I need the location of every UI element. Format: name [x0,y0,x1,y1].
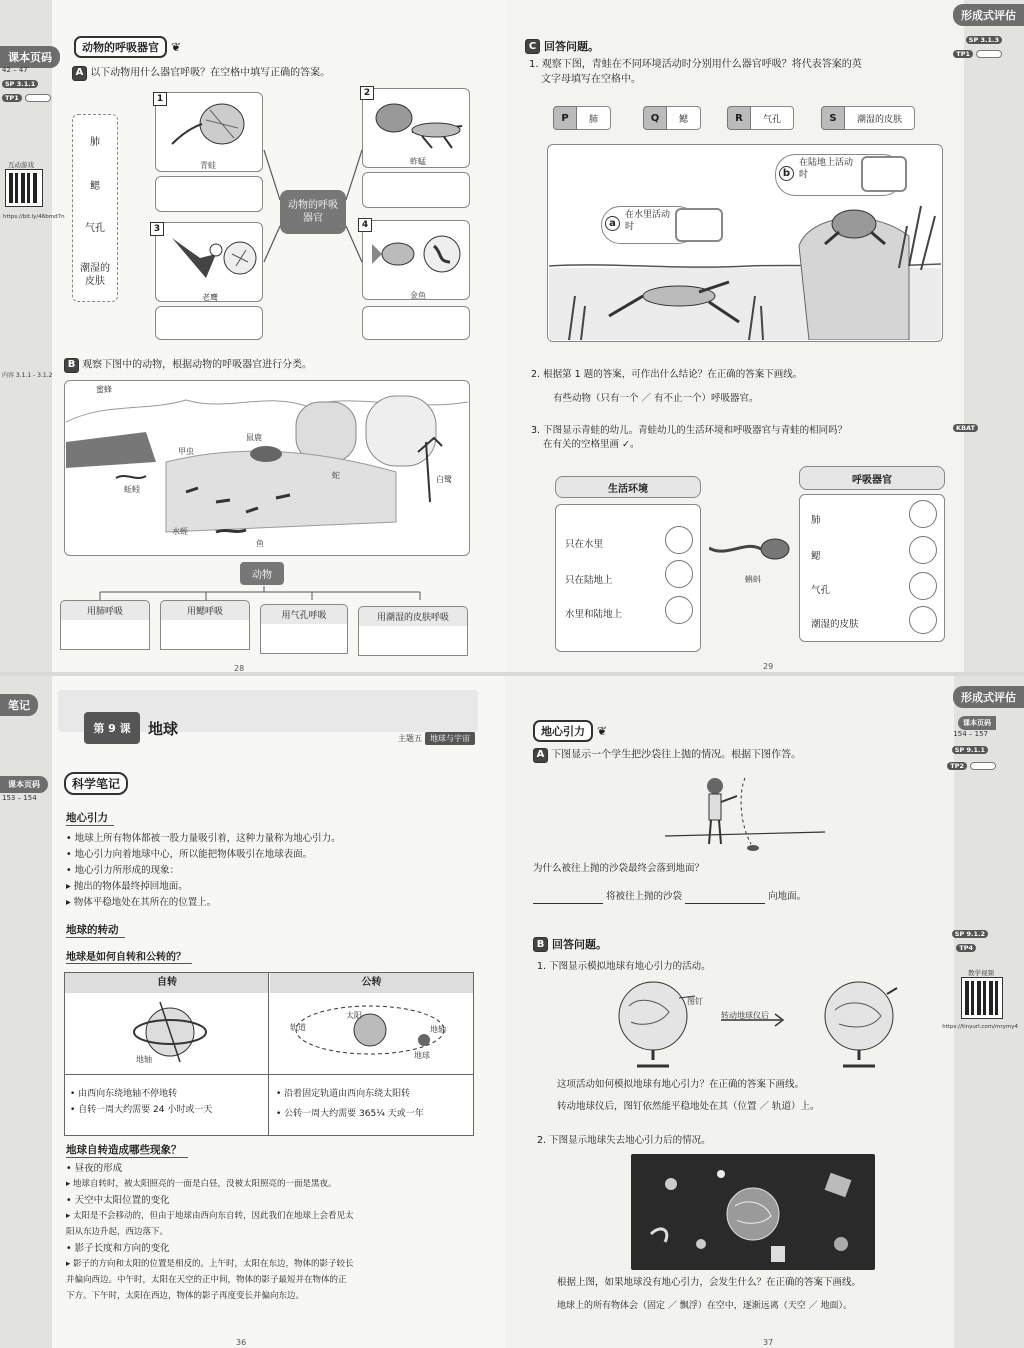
key-letter: P [553,106,577,130]
category-answer[interactable] [160,620,250,650]
page-number: 37 [763,1338,774,1347]
phenomena-bullet: ▸ 影子的方向和太阳的位置是相反的。上午时，太阳在东边，物体的影子较长 [66,1259,354,1269]
textbook-pages: 153 – 154 [2,794,37,802]
rotation-fact: • 自转一周大约需要 24 小时或一天 [70,1105,213,1115]
revolution-label: 轨道 [290,1023,306,1032]
tp-pill [947,762,996,770]
gravity-subhead: 地心引力 [66,810,114,826]
tadpole-illustration [709,534,793,564]
fill-mid: 将被往上抛的沙袋 [606,891,683,902]
key-value: 气孔 [751,106,794,130]
pin-label: 图钉 [687,997,703,1006]
scene-label: 白鹭 [436,475,452,484]
theme-name: 地球与宇宙 [425,732,475,745]
table-divider [64,1074,474,1075]
organ-row-label: 肺 [811,515,821,526]
revolution-fact: • 公转一周大约需要 365¼ 天或一年 [276,1109,424,1119]
sp-pill [2,80,38,88]
revolution-fact: • 沿着固定轨道由西向东绕太阳转 [276,1089,411,1099]
page-number: 29 [763,662,774,671]
key-value: 鳃 [667,106,701,130]
globe-activity-illustration [609,976,909,1072]
word-bank-item: 鳃 [90,181,100,192]
gravity-bullet: • 地心引力向着地球中心，所以能把物体吸引在地球表面。 [66,849,313,860]
q2-ask: 根据上图，如果地球没有地心引力，会发生什么？在正确的答案下画线。 [557,1277,862,1288]
phenomena-bullet: ▸ 太阳是不会移动的，但由于地球由西向东自转，因此我们在地球上会看见太 [66,1211,354,1221]
hot-pill [953,424,978,432]
tp-box[interactable] [976,50,1002,58]
label-a-letter: a [605,216,620,231]
answer-box-1[interactable] [155,176,263,212]
q2-answer[interactable]: 有些动物（只有一个 ／ 有不止一个）呼吸器官。 [553,393,759,404]
question-c-text: 回答问题。 [544,40,599,53]
answer-key-p [553,106,611,130]
animal-num: 4 [358,218,372,232]
q2-text: 根据第 1 题的答案，可作出什么结论？在正确的答案下画线。 [543,369,803,380]
organ-check-circle[interactable] [909,536,937,564]
lesson-number-badge: 第 9 课 [84,712,140,744]
qr-code-icon[interactable] [6,170,42,206]
animal-name: 老鹰 [202,293,218,302]
phenomena-bullet: 下方。下午时，太阳在西边，物体的影子再度变长并偏向东边。 [66,1291,305,1301]
q1-text-1: 观察下图，青蛙在不同环境活动时分别用什么器官呼吸？将代表答案的英 [541,59,862,70]
q1 [529,58,862,87]
gravity-bullet: • 地心引力所形成的现象： [66,865,180,876]
section-title-text: 动物的呼吸器官 [74,36,167,58]
phenomena-bullet: ▸ 地球自转时，被太阳照亮的一面是白昼，没被太阳照亮的一面是黑夜。 [66,1179,337,1189]
sp-label: SP 9.1.1 [952,746,988,754]
table-divider [268,972,269,1136]
eagle-illustration [166,228,258,286]
category-answer[interactable] [260,624,348,654]
category-header: 用气孔呼吸 [260,604,348,625]
question-b [64,358,312,373]
rotation-fact: • 由西向东绕地轴不停地转 [70,1089,178,1099]
word-bank-item: 气孔 [85,223,105,234]
sp-pill [952,746,988,754]
env-check-circle[interactable] [665,560,693,588]
organ-header: 呼吸器官 [799,466,945,490]
student-throwing-illustration [665,772,825,856]
answer-key-s [821,106,915,130]
q1-text-2: 文字母填写在空格中。 [541,73,641,85]
q1-text: 下图显示模拟地球有地心引力的活动。 [549,961,711,972]
fill-end: 向地面。 [768,891,807,902]
qr-url[interactable]: https://tinyurl.com/mrymy4 [942,1024,1018,1030]
sp2-label: SP 9.1.2 [952,930,988,938]
sp2-pill [952,930,988,938]
category-root: 动物 [240,562,284,585]
q1-ask: 这项活动如何模拟地球有地心引力？在正确的答案下画线。 [557,1079,805,1090]
formative-assessment-tab: 形成式评估 [953,4,1024,26]
key-letter: Q [643,106,667,130]
tp-pill [953,50,1002,58]
blank-1[interactable] [533,894,603,904]
scene-label: 蜜蜂 [96,385,112,394]
word-bank-item: 肺 [90,137,100,148]
phenomena-bullet: 并偏向西边。中午时，太阳在天空的正中间，物体的影子最短并在物体的正 [66,1275,347,1285]
answer-box-3[interactable] [155,306,263,340]
answer-key-q [643,106,701,130]
tp-box[interactable] [25,94,51,102]
q3-text-1: 下图显示青蛙的幼儿。青蛙幼儿的生活环境和呼吸器官与青蛙的相同吗？ [543,425,848,436]
question-a-text: 以下动物用什么器官呼吸？在空格中填写正确的答案。 [90,67,331,79]
question-b-letter: B [533,937,548,952]
scene-label: 鼠鹿 [246,433,262,442]
animal-num: 2 [360,86,374,100]
phenomena-bullet: • 影子长度和方向的变化 [66,1243,170,1254]
textbook-page-tag: 课本页码 [0,776,48,793]
habitat-illustration [66,382,468,554]
scene-label: 蚯蚓 [124,485,140,494]
scene-label: 水蛭 [172,527,188,536]
floating-objects-illustration [631,1154,875,1270]
animal-num: 3 [150,222,164,236]
q1-answer[interactable]: 转动地球仪后，图钉依然能平稳地处在其（位置 ／ 轨道）上。 [557,1101,820,1112]
sp2-label: 内容 3.1.1 - 3.1.2 [2,372,53,379]
page-number: 28 [234,664,245,672]
tp-label: TP2 [947,762,967,770]
q1-num: 1. [529,59,539,70]
frog-lung-illustration [170,100,250,156]
question-a [533,748,801,763]
scene-label: 蛇 [332,471,340,480]
q2-text: 下图显示地球失去地心引力后的情况。 [549,1135,711,1146]
question-b-text: 回答问题。 [552,938,607,951]
lesson-title: 地球 [148,720,179,738]
question-c-letter: C [525,39,540,54]
label-a-text: 在水里活动时 [625,210,671,232]
tadpole-label: 蝌蚪 [745,575,761,584]
page-number: 36 [236,1338,247,1347]
qr-label: 教学视频 [968,969,994,977]
revolution-label: 地球 [414,1051,430,1060]
key-value: 潮湿的皮肤 [845,106,915,130]
rotate-label: 转动地球仪后 [721,1011,769,1020]
organ-check-circle[interactable] [909,500,937,528]
q3-text-2: 在有关的空格里画 ✓。 [543,438,640,450]
answer-box-4[interactable] [362,306,470,340]
organ-row-label: 潮湿的皮肤 [811,619,859,630]
env-check-circle[interactable] [665,596,693,624]
revolution-label: 太阳 [346,1011,362,1020]
textbook-pages: 42 – 47 [2,66,28,74]
organ-check-circle[interactable] [909,606,937,634]
label-b-text: 在陆地上活动时 [799,158,854,180]
rotation-question: 地球是如何自转和公转的？ [66,948,192,964]
leaf-icon: ❦ [597,724,608,738]
page-36 [0,676,505,1348]
table-header-revolution: 公转 [270,973,473,993]
question-a-question: 为什么被往上抛的沙袋最终会落到地面？ [533,863,705,874]
environment-header: 生活环境 [555,476,701,498]
qr-url[interactable]: https://bit.ly/46bmd7n [3,214,65,220]
gravity-bullet: ▸ 物体平稳地处在其所在的位置上。 [66,897,217,908]
leaf-icon: ❦ [171,40,182,54]
answer-b[interactable] [861,156,907,192]
animal-num: 1 [153,92,167,106]
notes-tab: 笔记 [0,694,38,716]
right-margin [964,0,1024,672]
qr-code-icon[interactable] [962,978,1002,1018]
phenomena-subhead: 地球自转造成哪些现象？ [66,1142,188,1158]
label-b-letter: b [779,166,794,181]
animal-name: 青蛙 [200,161,216,170]
category-answer[interactable] [358,626,468,656]
key-letter: R [727,106,751,130]
gravity-bullet: • 地球上所有物体都被一股力量吸引着，这种力量称为地心引力。 [66,833,341,844]
earth-rotation-illustration [120,996,220,1070]
grasshopper-illustration [372,96,468,152]
question-c-title [525,38,599,54]
word-bank-item: 潮湿的皮肤 [80,263,110,287]
theme-tag [398,732,475,745]
organ-check-circle[interactable] [909,572,937,600]
phenomena-bullet: 阳从东边升起，西边落下。 [66,1227,169,1237]
q3 [531,424,847,452]
question-b-text: 观察下图中的动物，根据动物的呼吸器官进行分类。 [82,359,313,371]
question-a-letter: A [533,748,548,763]
tp2-pill [956,944,976,952]
question-a-letter: A [72,66,87,81]
organ-row-label: 鳃 [811,551,821,562]
question-a-text: 下图显示一个学生把沙袋往上抛的情况。根据下图作答。 [551,749,802,761]
organ-row-label: 气孔 [811,585,831,596]
q2 [537,1134,711,1148]
env-check-circle[interactable] [665,526,693,554]
q2-num: 2. [537,1135,547,1146]
key-letter: S [821,106,845,130]
axis-label: 地轴 [136,1055,152,1064]
notes-title-text: 科学笔记 [64,772,128,795]
section-title-text: 地心引力 [533,720,593,742]
gravity-bullet: ▸ 抛出的物体最终掉回地面。 [66,881,188,892]
respiratory-organ-hub: 动物的呼吸器官 [280,190,346,234]
scene-label: 鱼 [256,539,264,548]
page-29 [505,0,1024,672]
formative-assessment-tab: 形成式评估 [953,686,1024,708]
tp-pill [2,94,51,102]
scene-label: 甲虫 [178,447,194,456]
hot-label: KBAT [953,424,978,432]
section-title [74,36,181,58]
page-28 [0,0,505,672]
answer-a[interactable] [675,208,723,242]
phenomena-bullet: • 昼夜的形成 [66,1163,123,1174]
tp-label: TP1 [2,94,22,102]
sp-label: SP 3.1.3 [966,36,1002,44]
sp-label: SP 3.1.1 [2,80,38,88]
tp2-label: TP4 [956,944,976,952]
textbook-pages: 154 – 157 [953,730,988,738]
textbook-page-tag: 课本页码 [958,716,996,730]
question-a [72,66,330,81]
question-b-letter: B [64,358,79,373]
table-header-rotation: 自转 [65,973,269,993]
section-title [533,720,607,742]
q3-num: 3. [531,425,541,436]
animal-name: 金鱼 [410,291,426,300]
answer-box-2[interactable] [362,172,470,208]
env-row-label: 只在陆地上 [565,575,613,586]
tp-box[interactable] [970,762,996,770]
env-row-label: 只在水里 [565,539,604,550]
goldfish-illustration [372,228,464,282]
page-37 [505,676,1024,1348]
animal-name: 蚱蜢 [410,157,426,166]
q2-num: 2. [531,369,541,380]
env-row-label: 水里和陆地上 [565,609,623,620]
q2-answer[interactable]: 地球上的所有物体会（固定 ／ 飘浮）在空中，逐渐远离（天空 ／ 地面）。 [557,1301,852,1311]
phenomena-bullet: • 天空中太阳位置的变化 [66,1195,170,1206]
category-header: 用鳃呼吸 [160,600,250,621]
category-header: 用潮湿的皮肤呼吸 [358,606,468,627]
rotation-subhead: 地球的转动 [66,922,125,938]
q1-num: 1. [537,961,547,972]
category-answer[interactable] [60,620,150,650]
qr-label: 互动游戏 [8,161,34,169]
key-value: 肺 [577,106,611,130]
question-b-title [533,936,607,952]
textbook-page-tag: 课本页码 [0,46,60,68]
revolution-label: 地轴 [430,1025,446,1034]
question-a-fill [533,890,806,904]
theme-label: 主题五 [398,734,422,743]
notes-title [64,772,128,795]
answer-key-r [727,106,794,130]
sp-pill [966,36,1002,44]
q1 [537,960,711,974]
q2 [531,368,802,382]
category-header: 用肺呼吸 [60,600,150,621]
blank-2[interactable] [685,894,765,904]
tp-label: TP1 [953,50,973,58]
